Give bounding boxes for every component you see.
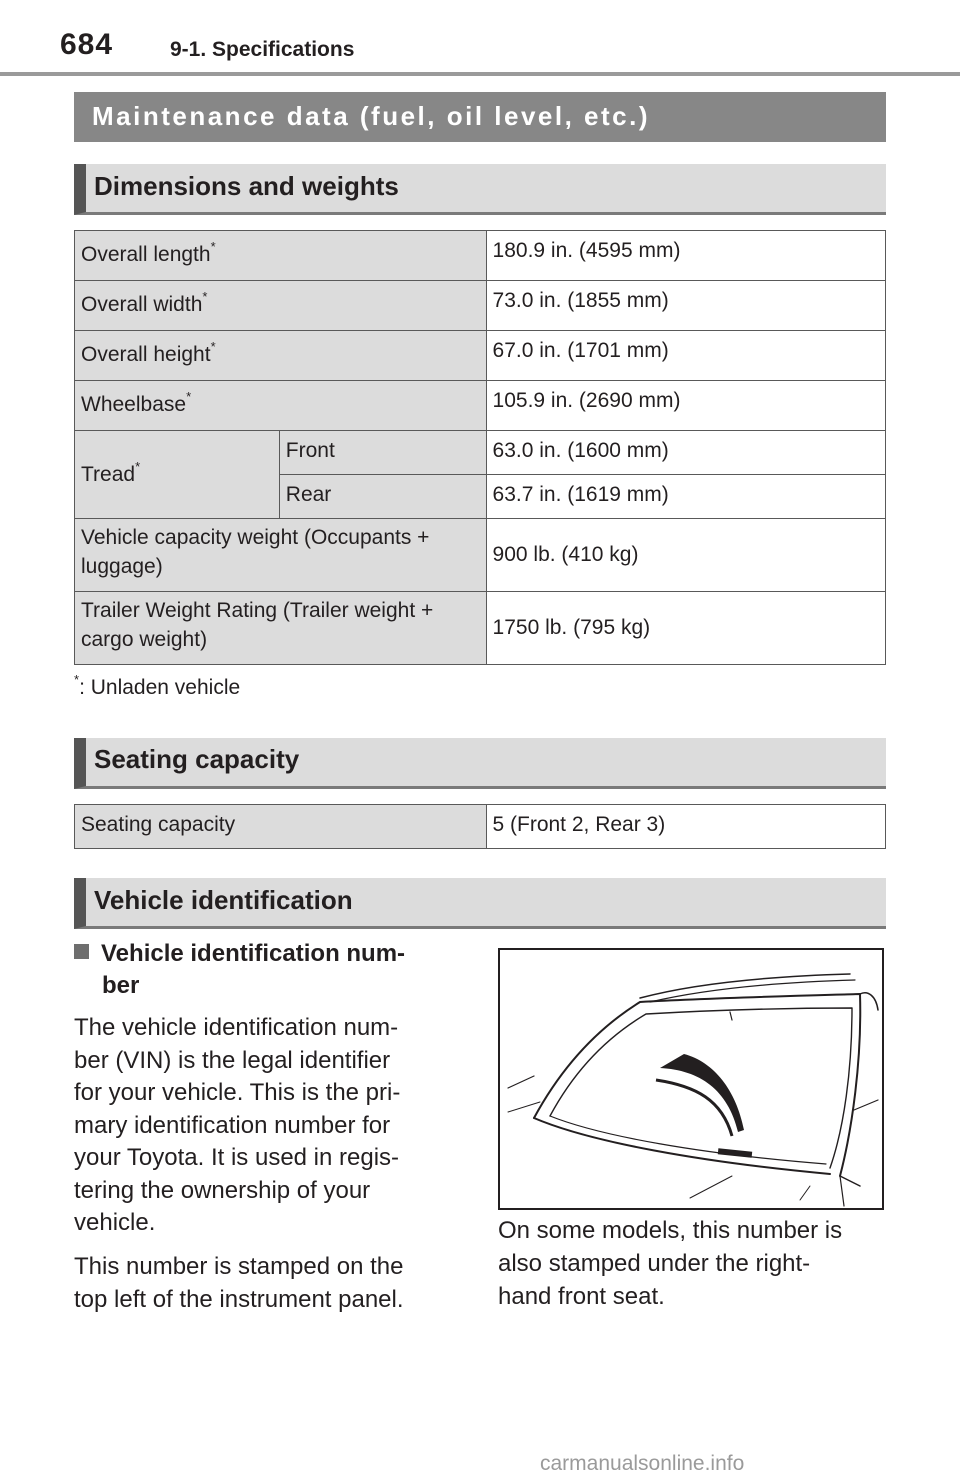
seating-heading-text: Seating capacity [94,744,300,774]
table-row [75,592,886,665]
table-row [75,331,886,381]
row-label: Overall width* [75,281,487,331]
vehicle-id-heading [74,878,886,929]
row-value: 180.9 in. (4595 mm) [486,231,885,281]
seating-table [74,804,886,849]
row-label: Overall length* [75,231,487,281]
row-value: 105.9 in. (2690 mm) [486,381,885,431]
row-label: Overall height* [75,331,487,381]
windshield-illustration [498,948,884,1210]
vehicle-id-heading-text: Vehicle identification [94,885,353,915]
seating-value: 5 (Front 2, Rear 3) [486,805,886,849]
windshield-vin-icon [500,950,882,1208]
row-label: Trailer Weight Rating (Trailer weight + cargo weight) [75,592,487,665]
tread-front-label: Front [279,431,486,475]
dimensions-heading [74,164,886,215]
dimensions-heading-text: Dimensions and weights [94,171,399,201]
seating-label: Seating capacity [75,805,487,849]
table-row [75,231,886,281]
section-title: 9-1. Specifications [170,38,355,61]
banner-title: Maintenance data (fuel, oil level, etc.) [92,101,651,131]
table-row [75,805,886,849]
row-label: Wheelbase* [75,381,487,431]
figure-caption: On some models, this number is also stamped under the right- hand front seat. [498,1217,843,1310]
row-value: 1750 lb. (795 kg) [486,592,885,665]
row-label: Tread* [75,431,280,519]
seating-heading [74,738,886,789]
table-row [75,431,886,475]
dimensions-table [74,230,886,665]
footnote: *: Unladen vehicle [74,672,241,699]
row-value: 900 lb. (410 kg) [486,519,885,592]
table-row [75,381,886,431]
tread-rear-value: 63.7 in. (1619 mm) [486,475,885,519]
vin-paragraph-1: The vehicle identification num- ber (VIN) is the legal identifier for your vehicle. This is the pri- mary identification number for your Toyota. It is used in regis- tering the ownership of your vehicle. [74,1014,401,1236]
table-row [75,519,886,592]
tread-front-value: 63.0 in. (1600 mm) [486,431,885,475]
square-bullet-icon [74,944,89,959]
maintenance-banner [74,92,886,142]
tread-rear-label: Rear [279,475,486,519]
vin-subheading: Vehicle identification num- ber [74,938,454,1002]
table-row [75,281,886,331]
row-value: 67.0 in. (1701 mm) [486,331,885,381]
vin-paragraph-2: This number is stamped on the top left of the instrument panel. [74,1253,404,1313]
watermark: carmanualsonline.info [540,1452,745,1475]
row-value: 73.0 in. (1855 mm) [486,281,885,331]
page-number: 684 [60,28,114,61]
row-label: Vehicle capacity weight (Occupants + luggage) [75,519,487,592]
header-divider [0,72,960,76]
